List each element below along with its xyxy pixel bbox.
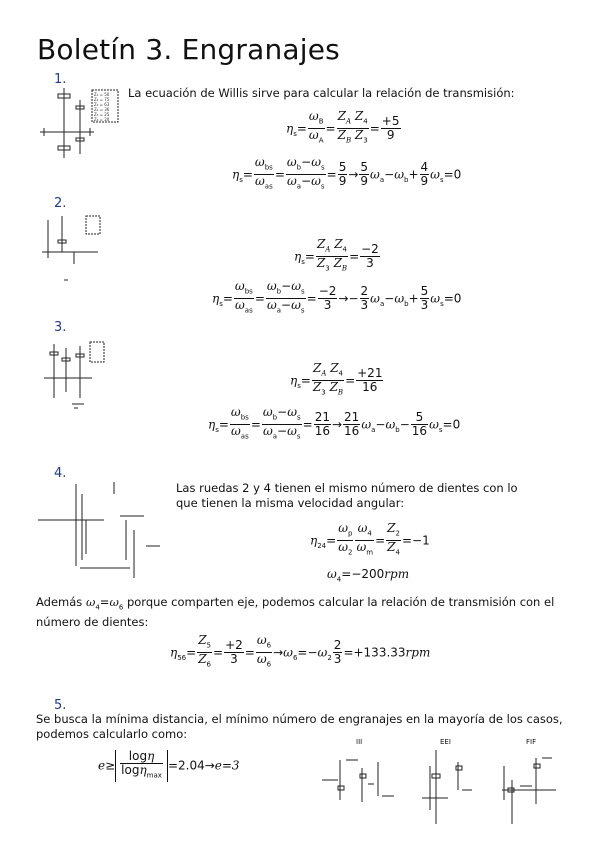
willis-equation-3a: $\eta_s=$ $\frac{Z_A Z_4}{Z_3 Z_B}$ = $\frac{+21}{16}$ <box>290 361 383 397</box>
fig-label: Z₂ = 75 <box>94 97 110 102</box>
page-title: Boletín 3. Engranajes <box>37 33 340 66</box>
gear-train-figure-3 <box>36 338 108 418</box>
section-5-text: Se busca la mínima distancia, el mínimo número de engranajes en la mayoría de los casos, podemos calcularlo como: <box>36 712 563 741</box>
gear-train-figure-2 <box>38 212 104 286</box>
section-number-1: 1. <box>54 72 67 87</box>
config-label-eei: EEI <box>440 738 451 746</box>
fig-label: Z₅ = 25 <box>94 112 110 117</box>
fig-label: Z₆ = 20 <box>94 117 110 122</box>
section-number-4: 4. <box>54 466 67 481</box>
willis-equation-2a: $\eta_s=$ $\frac{Z_A Z_4}{Z_3 Z_B}$ = $\frac{-2}{3}$ <box>294 237 379 273</box>
ademas-paragraph: Además $\omega_4=\omega_6$ porque comparten eje, podemos calcular la relación de transmisión con el número de dientes: <box>36 595 555 630</box>
willis-equation-1b: $\eta_s=$ $\frac{\omega_{bs}}{\omega_{as}}$ = $\frac{\omega_b-\omega_s}{\omega_a-\omega_s}$ = $\frac{5}{9}$ → $\frac{5}{9}$ $\omega_a-\omega_b+$ $\frac{4}{9}$ $\omega_s=0$ <box>232 155 462 191</box>
fig-label: Z₁ = 50 <box>94 92 110 97</box>
omega4-result: $\omega_4=-200rpm$ <box>327 567 410 584</box>
section-1-text: La ecuación de Willis sirve para calcular la relación de transmisión: <box>128 86 515 100</box>
section-4-text: Las ruedas 2 y 4 tienen el mismo número de dientes con lo que tienen la misma velocidad angular: <box>176 481 518 510</box>
willis-equation-3b: $\eta_s=$ $\frac{\omega_{bs}}{\omega_{as}}$ = $\frac{\omega_b-\omega_s}{\omega_a-\omega_s}$ = $\frac{21}{16}$ → $\frac{21}{16}$ $\omega_a-\omega_b-$ $\frac{5}{16}$ $\omega_s=0$ <box>208 405 461 441</box>
willis-equation-1a: $\eta_s=$ $\frac{\omega_B}{\omega_A}$ = $\frac{Z_A Z_4}{Z_B Z_3}$ = $\frac{+5}{9}$ <box>286 109 400 145</box>
section-number-3: 3. <box>54 320 67 335</box>
config-label-iii: III <box>356 738 363 746</box>
willis-equation-2b: $\eta_s=$ $\frac{\omega_{bs}}{\omega_{as}}$ = $\frac{\omega_b-\omega_s}{\omega_a-\omega_s}$ = $\frac{-2}{3}$ →− $\frac{2}{3}$ $\omega_a-\omega_b+$ $\frac{5}{3}$ $\omega_s=0$ <box>212 279 462 315</box>
ratio-equation-56: $\eta_{56}=$ $\frac{Z_5}{Z_6}$ = $\frac{+2}{3}$ = $\frac{\omega_6}{\omega_6}$ $\to\omega_6=-\omega_2$ $\frac{2}{3}$ =+133.33rpm <box>170 633 431 669</box>
ratio-equation-4: $\eta_{24}=$ $\frac{\omega_p}{\omega_2}$ $\frac{\omega_4}{\omega_m}$ = $\frac{Z_2}{Z_4}$ =−1 <box>310 521 430 557</box>
fig-label: Z₄ = 36 <box>94 107 110 112</box>
config-label-fif: FIF <box>526 738 537 746</box>
section-number-2: 2. <box>54 196 67 211</box>
section-number-5: 5. <box>54 698 67 713</box>
gear-train-figure-1 <box>36 86 121 164</box>
gear-train-figure-4 <box>34 480 162 580</box>
min-stages-equation: e≥ $\frac{\log\eta}{\log\eta_{max}}$ =2.04→e=3 <box>98 750 240 782</box>
fig-label: Z₃ = 63 <box>94 102 110 107</box>
gear-configurations-figure <box>322 740 562 826</box>
